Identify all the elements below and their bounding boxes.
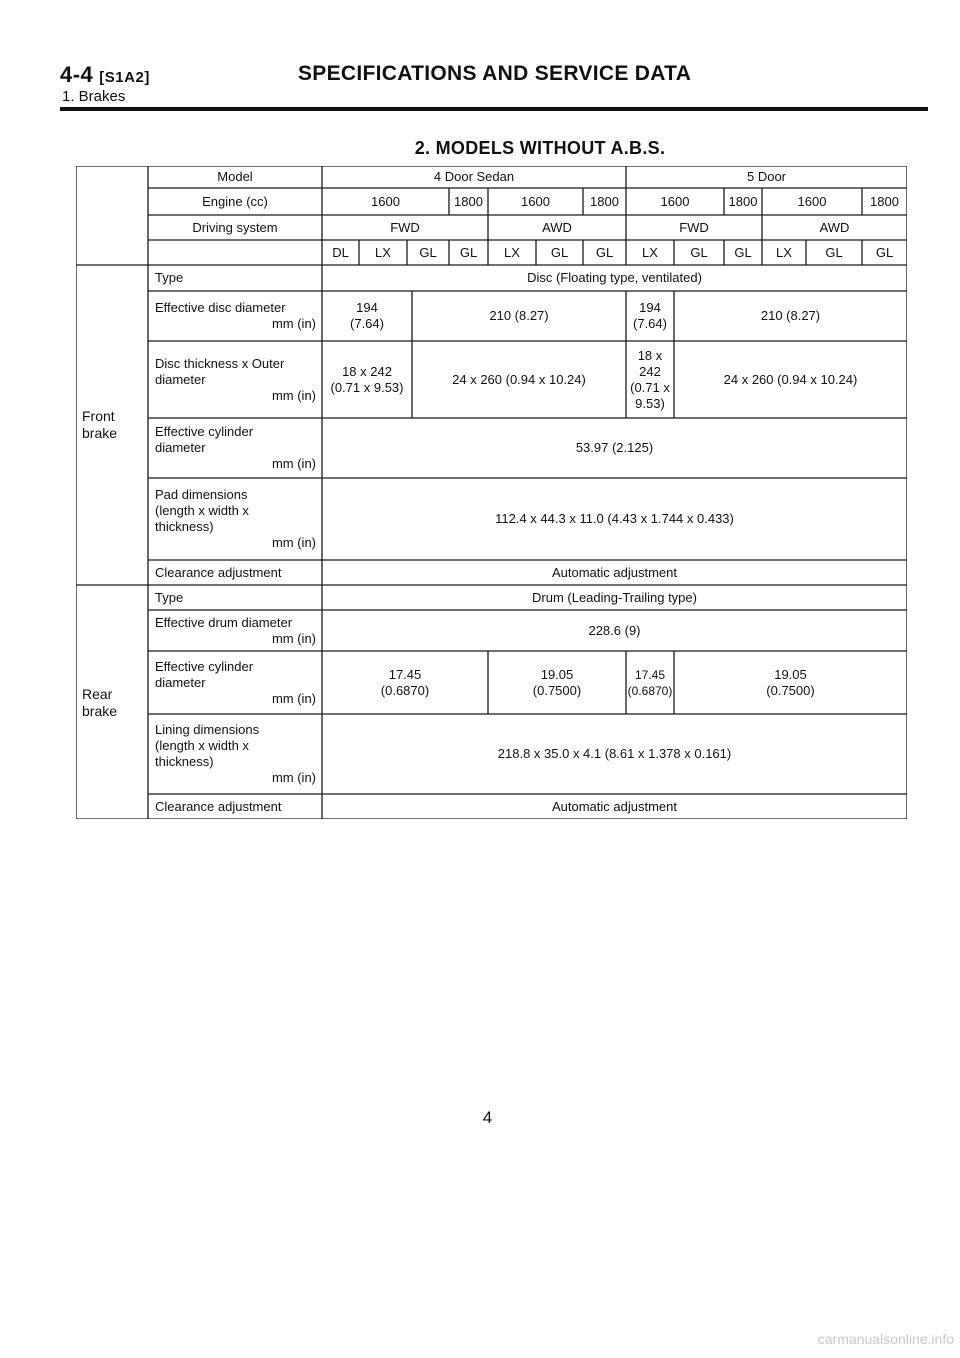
engine-cell: 1600 [797, 193, 827, 209]
model-5-door: 5 Door [746, 169, 787, 184]
front-pad-dimensions-label: Pad dimensions (length x width x thickness) mm (in) [155, 487, 316, 550]
front-cylinder-diameter-label: Effective cylinder diameter mm (in) [155, 424, 316, 471]
front-clearance-label: Clearance adjustment [155, 564, 282, 580]
front-edd-value-a: 194 (7.64) [350, 300, 384, 331]
rear-brake-group-label: Rear brake [82, 686, 118, 719]
front-edd-value-b: 210 (8.27) [489, 308, 549, 323]
grade-cell: LX [776, 244, 792, 260]
section-number: 4-4 [S1A2] [60, 62, 150, 87]
rear-ecd-value-b: 19.05 (0.7500) [532, 666, 582, 698]
front-dt-value-b: 24 x 260 (0.94 x 10.24) [452, 371, 586, 387]
front-cylinder-diameter-value: 53.97 (2.125) [575, 440, 654, 455]
grade-cell: GL [595, 244, 614, 260]
chapter-subtitle: 1. Brakes [62, 88, 126, 105]
grade-cell: GL [875, 244, 894, 260]
header-rule [60, 107, 928, 111]
grade-cell: DL [332, 244, 349, 260]
rear-ecd-value-a: 17.45 (0.6870) [380, 666, 430, 698]
page-header-title: SPECIFICATIONS AND SERVICE DATA [298, 62, 692, 85]
drive-cell: FWD [679, 219, 709, 235]
section-title: 2. MODELS WITHOUT A.B.S. [414, 138, 666, 158]
grade-cell: GL [419, 244, 437, 260]
front-dt-value-d: 24 x 260 (0.94 x 10.24) [723, 371, 858, 387]
drive-cell: AWD [819, 219, 850, 235]
footer-watermark: carmanualsonline.info [817, 1331, 954, 1347]
engine-cell: 1800 [590, 193, 619, 209]
front-effective-disc-diameter-label: Effective disc diameter mm (in) [155, 300, 316, 331]
drive-cell: FWD [390, 219, 420, 235]
front-edd-value-c: 194 (7.64) [633, 300, 667, 331]
front-edd-value-d: 210 (8.27) [760, 308, 821, 323]
grade-cell: GL [550, 244, 569, 260]
grade-cell: LX [375, 244, 391, 260]
rear-type-label: Type [155, 589, 184, 605]
front-disc-thickness-label: Disc thickness x Outer diameter mm (in) [155, 355, 316, 403]
brake-spec-table [76, 166, 907, 819]
rear-lining-dimensions-value: 218.8 x 35.0 x 4.1 (8.61 x 1.378 x 0.161) [497, 746, 732, 761]
drive-cell: AWD [542, 219, 572, 235]
rear-drum-diameter-value: 228.6 (9) [588, 622, 641, 638]
rear-type-value: Drum (Leading-Trailing type) [532, 589, 697, 605]
rear-clearance-value: Automatic adjustment [551, 798, 677, 814]
grade-cell: GL [459, 244, 478, 260]
rear-cylinder-diameter-label: Effective cylinder diameter mm (in) [155, 658, 316, 706]
grade-cell: LX [504, 244, 520, 260]
front-clearance-value: Automatic adjustment [551, 564, 677, 580]
rear-clearance-label: Clearance adjustment [155, 798, 282, 814]
engine-label: Engine (cc) [202, 193, 268, 209]
engine-cell: 1800 [728, 193, 758, 209]
grade-cell: GL [825, 244, 843, 260]
front-pad-dimensions-value: 112.4 x 44.3 x 11.0 (4.43 x 1.744 x 0.433) [495, 511, 734, 526]
engine-cell: 1600 [521, 193, 550, 209]
engine-cell: 1600 [371, 193, 400, 209]
rear-lining-dimensions-label: Lining dimensions (length x width x thickness) mm (in) [155, 722, 316, 785]
engine-cell: 1800 [870, 193, 899, 209]
grade-cell: LX [642, 244, 658, 260]
rear-drum-diameter-label: Effective drum diameter mm (in) [155, 614, 316, 646]
model-4-door-sedan: 4 Door Sedan [433, 169, 515, 184]
engine-cell: 1600 [660, 193, 690, 209]
front-brake-group-label: Front brake [82, 408, 118, 441]
rear-ecd-value-d: 19.05 (0.7500) [766, 666, 815, 698]
front-type-label: Type [155, 270, 184, 285]
grade-cell: GL [690, 244, 708, 260]
front-dt-value-a: 18 x 242 (0.71 x 9.53) [330, 363, 404, 395]
front-dt-value-c: 18 x 242 (0.71 x 9.53) [630, 347, 670, 411]
section-code: [S1A2] [99, 69, 150, 86]
front-type-value: Disc (Floating type, ventilated) [527, 270, 702, 285]
driving-system-label: Driving system [192, 219, 278, 235]
model-label: Model [217, 169, 253, 184]
rear-ecd-value-c: 17.45 (0.6870) [627, 667, 673, 698]
engine-cell: 1800 [454, 193, 483, 209]
grade-cell: GL [734, 244, 752, 260]
page-number: 4 [482, 1108, 493, 1127]
